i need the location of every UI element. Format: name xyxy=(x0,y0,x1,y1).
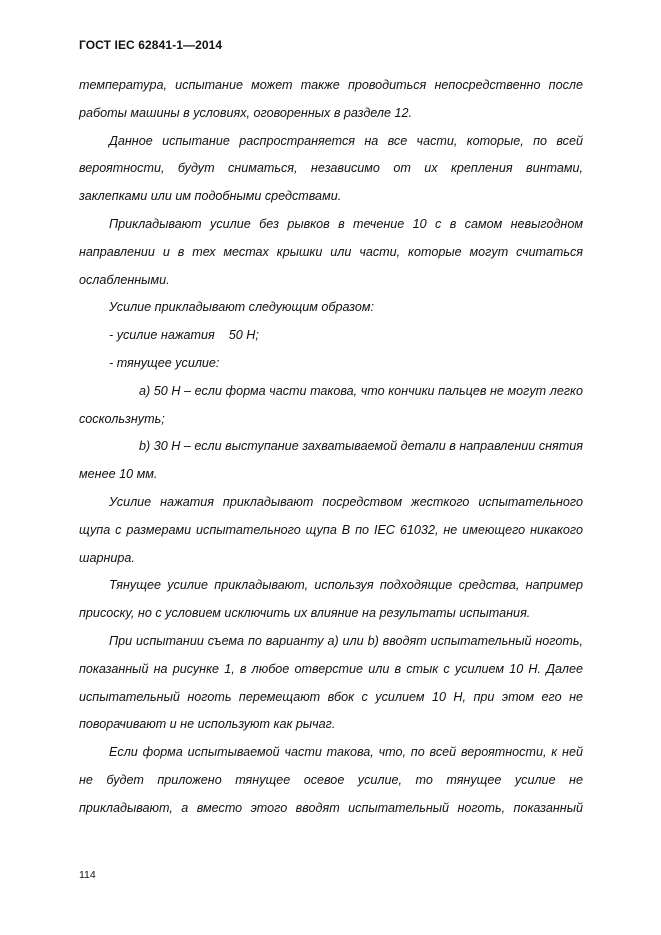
list-item-push-force: - усилие нажатия 50 Н; xyxy=(109,328,259,343)
body-text xyxy=(79,72,583,823)
sub-item-b: b) 30 Н – если выступание захватываемой детали в направлении снятия менее 10 мм. xyxy=(79,439,583,482)
page-number: 114 xyxy=(79,869,96,881)
paragraph-push-probe: Усилие нажатия прикладывают посредством жесткого испытательного щупа с размерами испытательного щупа В по IEC 61032, не имеющего никакого шарнира. xyxy=(79,494,583,565)
document-header: ГОСТ IEC 62841-1—2014 xyxy=(79,38,223,52)
paragraph-scope: Данное испытание распространяется на все части, которые, по всей вероятности, будут сниматься, независимо от их крепления винтами, заклепками или им подобными средствами. xyxy=(79,133,583,204)
paragraph-pull-means: Тянущее усилие прикладывают, используя подходящие средства, например присоску, но с условием исключить их влияние на результаты испытания. xyxy=(79,578,583,621)
paragraph-apply-force: Прикладывают усилие без рывков в течение 10 с в самом невыгодном направлении и в тех местах крышки или части, которые могут считаться ослабленными. xyxy=(79,216,583,287)
paragraph-force-method: Усилие прикладывают следующим образом: xyxy=(109,300,375,315)
paragraph-axial-force: Если форма испытываемой части такова, что, по всей вероятности, к ней не будет приложено тянущее осевое усилие, то тянущее усилие не прикладывают, а вместо этого вводят испытательный ноготь, показанный xyxy=(79,745,583,815)
sub-item-a: a) 50 Н – если форма части такова, что кончики пальцев не могут легко соскользнуть; xyxy=(79,383,583,426)
paragraph-test-nail: При испытании съема по варианту a) или b) вводят испытательный ноготь, показанный на рисунке 1, в любое отверстие или в стык с усилием 10 Н. Далее испытательный ноготь перемещают вбок с усилием 10 Н, при этом его не поворачивают и не используют как рычаг. xyxy=(79,633,583,732)
list-item-pull-force: - тянущее усилие: xyxy=(109,355,220,370)
paragraph-continued-temperature: температура, испытание может также проводиться непосредственно после работы машины в условиях, оговоренных в разделе 12. xyxy=(79,78,583,120)
